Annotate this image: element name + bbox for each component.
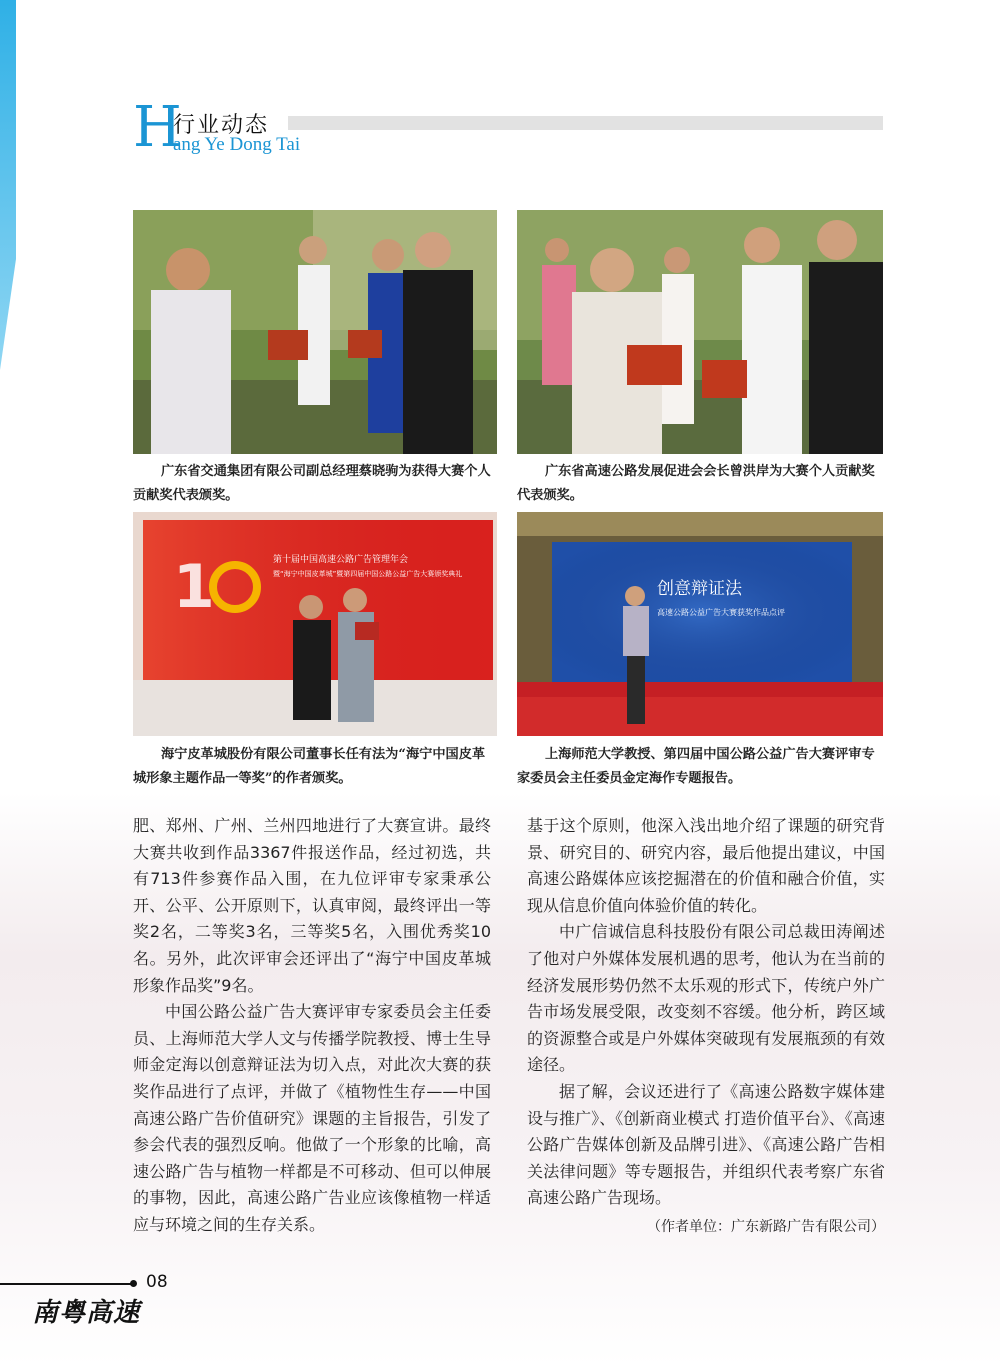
header-title-en: ang Ye Dong Tai xyxy=(173,134,301,155)
body-column-left xyxy=(133,813,491,1239)
photo-caption-4: 上海师范大学教授、第四届中国公路公益广告大赛评审专家委员会主任委员金定海作专题报告。 xyxy=(517,747,875,786)
magazine-logo: 南粤高速 xyxy=(32,1298,141,1328)
paragraph: 中国公路公益广告大赛评审专家委员会主任委员、上海师范大学人文与传播学院教授、博士生导师金定海以创意辩证法为切入点，对此次大赛的获奖作品进行了点评，并做了《植物性生存——中国高速公路广告价值研究》课题的主旨报告，引发了参会代表的强烈反响。他做了一个形象的比喻，高速公路广告与植物一样都是不可移动、但可以伸展的事物，因此，高速公路广告业应该像植物一样适应与环境之间的生存关系。 xyxy=(133,1002,491,1234)
author-affiliation: （作者单位：广东新路广告有限公司） xyxy=(647,1218,885,1235)
section-header xyxy=(133,95,883,160)
paragraph: 据了解，会议还进行了《高速公路数字媒体建设与推广》、《创新商业模式 打造价值平台》、《高速公路广告媒体创新及品牌引进》、《高速公路广告相关法律问题》等专题报告，并组织代表考察广东省高速公路广告现场。 xyxy=(527,1081,885,1208)
photo-caption-2: 广东省高速公路发展促进会会长曾洪岸为大赛个人贡献奖代表颁奖。 xyxy=(517,464,875,503)
paragraph: 肥、郑州、广州、兰州四地进行了大赛宣讲。最终大赛共收到作品3367件报送作品，经过初选，共有713件参赛作品入围，在九位评审专家秉承公开、公平、公开原则下，认真审阅，最终评出一等奖2名，二等奖3名，三等奖5名，入围优秀奖10名。另外，此次评审会还评出了“海宁中国皮革城形象作品奖”9名。 xyxy=(133,816,491,995)
photo-award-1 xyxy=(133,210,497,454)
photo-award-3 xyxy=(133,512,497,736)
body-column-right xyxy=(527,813,885,1241)
corner-decoration xyxy=(0,0,16,370)
photo-award-2 xyxy=(517,210,883,454)
header-title-cn: 行业动态 xyxy=(173,113,270,138)
footer-line xyxy=(0,1283,132,1285)
footer-dot xyxy=(130,1280,137,1287)
photo-lecture xyxy=(517,512,883,736)
header-letter: H xyxy=(133,95,182,160)
paragraph: 基于这个原则，他深入浅出地介绍了课题的研究背景、研究目的、研究内容，最后他提出建议，中国高速公路媒体应该挖掘潜在的价值和融合价值，实现从信息价值向体验价值的转化。 xyxy=(527,816,885,915)
screen-line-1: 第十届中国高速公路广告管理年会 xyxy=(273,555,409,565)
header-bar xyxy=(288,116,883,130)
photo-caption-1: 广东省交通集团有限公司副总经理蔡晓驹为获得大赛个人贡献奖代表颁奖。 xyxy=(133,464,491,503)
screen-title: 创意辩证法 xyxy=(657,579,742,599)
page-number: 08 xyxy=(146,1272,168,1292)
screen-subtitle: 高速公路公益广告大赛获奖作品点评 xyxy=(657,608,785,617)
svg-text:1: 1 xyxy=(173,552,215,622)
photo-caption-3: 海宁皮革城股份有限公司董事长任有法为“海宁中国皮革城形象主题作品一等奖”的作者颁奖。 xyxy=(133,747,486,786)
paragraph: 中广信诚信息科技股份有限公司总裁田涛阐述了他对户外媒体发展机遇的思考，他认为在当前的经济发展形势仍然不太乐观的形式下，传统户外广告市场发展受限，改变刻不容缓。他分析，跨区域的资源整合或是户外媒体突破现有发展瓶颈的有效途径。 xyxy=(527,922,885,1075)
screen-line-2: 暨“海宁中国皮革城”暨第四届中国公路公益广告大赛颁奖典礼 xyxy=(273,570,463,578)
